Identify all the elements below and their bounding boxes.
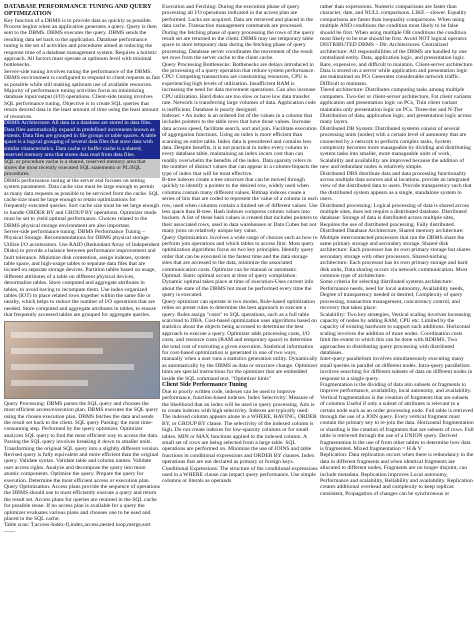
- paragraph: Key function of a DBMS is to provide data as quickly as possible. Process begins when an application generates a query. Query is then sent to the DBMS. DBMS executes the query. DBMS sends the resulting data set back to the application. Database performance tuning is the set of activities and procedures aimed at reducing the response time of a database management system. Requires a holistic approach. All factors must operate at optimum level with minimal bottlenecks.: [4, 17, 157, 69]
- paragraph: rather than expressions. Numeric comparisons are faster than character, date, and NULL comparisons. LIKE – slower. Equality comparisons are faster than inequality comparisons. When using multiple AND conditions the condition most likely to be false should be first. When using multiple OR conditions the condition most likely to be true should be first. Avoid NOT logical operator.: [320, 4, 468, 43]
- column-3: [320, 4, 474, 628]
- paragraph: Server-side tuning involves tuning the performance of the DBMS. DBMS environment is configured to respond to client requests as fast as possible while still making optimum use of available resources. Majority of performance tuning activities focus on minimizing database input/output (I/O) operations. Client-side tuning involves SQL performance tuning. Objective is to create SQL queries that return desired data in the least amount of time using the least amount of resources.: [4, 68, 160, 120]
- paragraph: Due to poorly written code, indexes can be used to improve performance, function-based indexes. Index Selectivity: Measure of the likelihood that an index will be used in query processing. Aim is to create indexes with high selectivity. Indexes are typically used: The indexed column appears alone in a WHERE, HAVING, ORDER BY, or GROUP BY clause. The selectivity of the indexed column is high. Do not create indexes for low-sparsity columns or for small tables. MIN or MAX functions applied to the indexed column. A small set of rows are being selected from a large table. SQL operations are performed on. Minimize the use of JOINS and table functions in conditional expressions and ORDER BY clauses. Index operations that are not declared as primary or foreign keys.: [162, 388, 317, 466]
- paragraph: Table scan: T,access-Index-fl,index,access,nested loop,merge,sort——: [4, 522, 151, 535]
- paragraph: Fragmentation is the dividing of data into subsets or fragments to improve performance, availability, local autonomy, and availability. Vertical fragmentation is the creation of fragments that are subsets of columns Useful if only a subset of attributes is relevant to a certain node such as an order processing node. Full table is retrieved through the use of a JOIN query. Every vertical fragment must contain the primary key to re-join the data. Horizontal fragmentation or sharding is the creation of fragments that are subsets of rows. Full table is retrieved through the use of a UNION query. Derived fragmentation is the use of from other tables to determine how data is fragmented. Mixed fragmentation = H & V: [320, 381, 474, 453]
- paragraph: B-tree indexes create a tree structure that can be moved through quickly to identify a pointer to the desired row, widely used when columns contain many different values. Bitmap indexes create a series of bits that are coded to represent the value of a column in each row, used when columns contain a limited set of different values. Use less space than B-tree. Hash indexes compress column values into buckets. A list of these hash values is created that includes pointers to their associated rows, used in data warehouses or Data Cubes but not many joins on relatively unique key value.: [162, 176, 318, 235]
- diagram-band: [11, 380, 88, 386]
- diagram-band: [11, 364, 134, 370]
- highlighted-paragraph: DBMS Architecture: All data in a database are stored in data files. Data files automatically expand in predefined increments known as extents. Data files are grouped in file groups or table spaces. A table space is a logical grouping of several data files that store data with similar characteristics. Data cache or buffer cache is a shared, reserved memory area that stores data read from data files.: [4, 120, 160, 158]
- paragraph: Conditional Expressions: The structure of the conditional expressions used in a WHERE clause can impact query performance. Use simple columns or literals as operands: [162, 465, 318, 485]
- paragraph: Query Processing Bottlenecks: Bottlenecks are delays introduced in the processing of a query operation that reduce system performance. CPU: Competing transactions are constraining resources, CPU is experiencing high levels of utilization. Insufficient RAM is increasing the need for data movement operations. Can also increase CPU utilization. Hard disks are too slow or have low data transfer rate. Network is transferring large volumes of data. Application code is inefficient. Database is poorly designed.: [162, 61, 316, 113]
- document-title: DATABASE PERFORMANCE TUNING AND QUERY OPTIMIZATION: [4, 4, 152, 17]
- paragraph: Query optimizer can operate in two modes, Rule-based optimization relies on preset rules to determine the best approach to execute a query. Rules assign "costs" to SQL operations, such as a full table scan/read to DBA. Cost-based optimization uses algorithms based on statistics about the objects being accessed to determine the best approach to execute a query. Optimizer adds processing costs, I/O costs, and resource costs (RAM and temporary space) to determine the total cost of executing a given execution. Statistical information for cost-based optimization is generated in one of two ways, manually when a user runs a statistics generation utility. Dynamically as automatically by the DBMS as data or structure change. Optimizer hints are special instructions for the optimizer that are embedded inside the SQL command text. "Optimizer hints": [162, 298, 318, 382]
- diagram-band: [11, 348, 103, 354]
- diagram-band: [11, 332, 153, 338]
- paragraph: Indexes: • An index is an ordered list of the values in a column that includes pointers to the table rows that have those values. Increase data access speed, facilitate search, sort and join. Facilitate execution of aggregation functions. Using an index is more efficient than scanning an entire table. Index data is preordered and contains less data. Despite benefits, it is not practical to index every column in every database table, maintaining an index incurs cost than can readily overwhelm the benefits of the index. Data sparsity refers to the number of distinct values that can appear in a column-Impacts the type of index that will be most effective.: [162, 112, 318, 177]
- paragraph: Scalability: Two key strategies, Vertical scaling involves increasing capacity of nodes by adding RAM, CPU etc. Limited by the capacity of existing hardware to support such additions. Horizontal scaling involves the addition of more nodes. Coordination costs limit the extent to which this can be done with RDBMS. Two approaches to distributing query processing with distributed databases.: [320, 311, 471, 356]
- column-1: [4, 4, 160, 628]
- paragraph: Inter-query parallelism involves simultaneously executing many small queries in parallel on different nodes. Intra-query parallelism involves searching for different subsets of data on different nodes in response to a single query.: [320, 356, 473, 382]
- highlighted-paragraph: SQL or procedure cache is a shared, reserved memory area that stores the most recently executed SQL statements or PL/SQL procedures.: [4, 159, 160, 178]
- diagram-image: [4, 321, 160, 399]
- paragraph: DBMS performance tuning at the server end focuses on setting system parameters. Data cache size must be large enough to permit as many data requests as possible to be serviced from the cache. SQL cache size must be large enough to retain optimizations for frequently executed queries. Sort cache size must be set large enough to handle ORDER BY and GROUP BY operations. Optimizer mode must be set to yield optimal performance. Choices related to the DBMS physical storage environment are also important.: [4, 177, 160, 229]
- paragraph: Query Processing: DBMS parses the SQL query and chooses the most efficient access/execution plan. DBMS executes the SQL query using the chosen execution plan. DBMS fetches the data and sends the result set back to the client. SQL query Parsing: the most time-consuming step. Performed by the query optimizer. Optimizer analyzes SQL query to find the most efficient way to access the data. Parsing the SQL query involves breaking it down to smaller units. Transforming the original SQL query into a slightly different version. Revised query is fully equivalent and more efficient than the original query. Validate syntax. Validate table and column names. Validate user access rights. Analyze and decompose the query into more atomic components. Optimize the query. Prepare the query for execution. Determine the most efficient access or execution plan.: [4, 400, 160, 484]
- paragraph: Server-side performance tuning: DBMS Performance Tuning – Physical Storage. Recommendations for DBMS physical storage. Utilize I/O accelerators. Use RAID (Redundant Array of Independent Disks) to provide a balance between performance improvement and fault tolerance. Minimize disk contention, assign indexes, system table space, and high-usage tables to separate data files that are located on separate storage devices. Partition tables based on usage, different attributes of a table on different physical devices, denormalize tables. Store computed and aggregate attributes in tables, to avoid having to recompute them. Use index-organized tables (IOT) to place related rows together within the same file or nearby, which helps to reduce the number of I/O operations that are needed. Store computed and aggregate attributes in tables, to ensure that frequently accessed tables are grouped for aggregate queries.: [4, 229, 160, 319]
- paragraph: Distributed processing: Logical processing of data is shared across multiple sites, does not require a distributed database. Distributed database: Storage of data is distributed across multiple sites, Requires the use of distributed processing. Fully distributed.: [320, 202, 470, 228]
- paragraph: Replication: Data replication occurs when there is redundancy in the data in different fragments and when identical fragments are allocated to different nodes, Fragments are no longer disjoint, can include metadata. Replication improves Local autonomy, Performance and scalability, Reliability and availability. Replication creates additional overhead and complexity to keep replicas consistent, Propagation of changes can be synchronous or: [320, 452, 474, 497]
- paragraph: Distributed DBS distribute data and data processing functionality across multiple data sources and sl locations, provide an integrated view of the distributed data to users. Provide transparency such that the distributed system appears as a single, standalone system to users.: [320, 170, 472, 203]
- paragraph: Distributed DB System: Distributed systems consist of several processing units (nodes) with a certain level of autonomy that are connected by a network to perform complex tasks, System complexity becomes more manageable by dividing and distributing system tasks into smaller, more manageable units of work, Scalability and availability are improved because the addition of new and redundant nodes is relatively simple.: [320, 125, 471, 171]
- column-2: [162, 4, 318, 628]
- paragraph: Tiered architecture: Distributes computing tasks among multiple computers. Two-tier or client-server architecture, Fat client variants application and presentation logic on PCs, Thin client variant maintains only presentation logic on PCs. Three-tier and N-Tier Distribution of data, application logic, and presentation logic across many layers.: [320, 87, 472, 126]
- paragraph: Optimal. Static optimal occurs at time of query compilation. Dynamic optimal takes place at time of execution-Uses current info about the state of the DBMS but must be performed every time the query is executed.: [162, 273, 314, 299]
- paragraph: Execution and Fetching: During the execution phase of query processing all I/O operations indicated in the access plan are performed. Locks are acquired. Data are retrieved and placed in the data cache. Transaction management commands are processed. During the fetching phase of query processing the rows of the query result set are returned to the client. DBMS may use temporary table space to store temporary data during the fetching phase of query processing. Database server coordinates the movement of the result set rows from the server cache to the client cache.: [162, 4, 315, 62]
- paragraph: Query Optimization: Access plans provide the sequence of operations the DBMS should use to most efficiently execute a query and return the result set. Access plans for queries are retained in the SQL cache for possible reuse. If no access plan is available for a query the optimizer evaluates various plans and chooses one to be used and placed in the SQL cache.: [4, 483, 160, 522]
- section-heading: Client Side Performance Tuning: [162, 380, 248, 388]
- paragraph: DISTRIBUTED DBMS – Db: Architectures: Centralized architecture: All responsibilities of the DBMS are handled by one centralized entity. Data, application logic, and presentation logic. Rare, expensive, and difficult to maintain. Client-server architecture Data is stored on a server while application and presentation logic are maintained on PCs Generates considerable network traffic. Difficult to maintain.: [320, 42, 473, 87]
- paragraph: Distributed Database Architecture, Shared memory architecture: Multiple interconnected processors that run the DBMS share the same primary storage and secondary storage. Shared disk architecture: Each processor has its own primary storage but shares secondary storage with other processors. Shared-nothing architecture: Each processor has its own primary storage and hard disk units, Data sharing occurs via network communication. Most common type of architecture.: [320, 228, 471, 280]
- paragraph: Query Optimization: involves a wide range of choices such as how to perform join operations and which tables to access first. Most query optimization algorithms focus on two key principles. Identify query order that can be executed in the fastest time and the data storage sites that are accessed to the data, minimize the associated communication costs. Optimize can be manual or automatic.: [162, 234, 318, 273]
- paragraph: Some criteria for selecting distributed systems architecture: Performance needs, need for local autonomy, Availability needs, Degree of transparency needed or desired, Complexity of query processing, transaction management, concurrency control, and recovery that takes place.: [320, 279, 464, 312]
